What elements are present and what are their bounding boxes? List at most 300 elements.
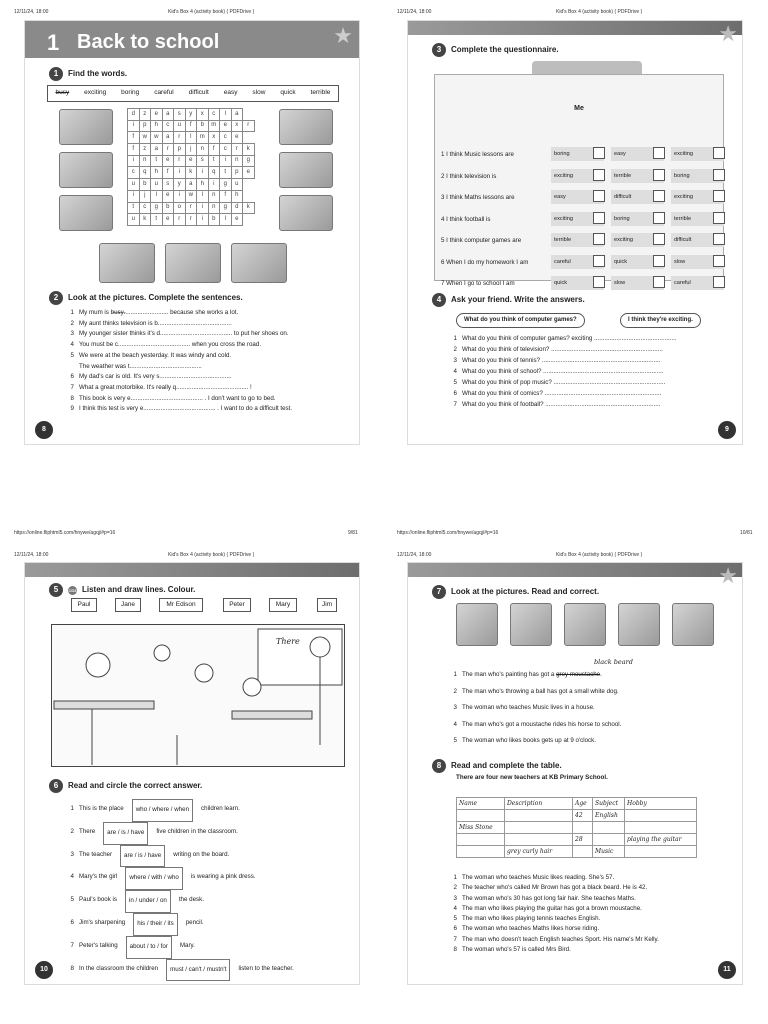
- questionnaire-row: [435, 253, 725, 271]
- grid-letter[interactable]: r: [185, 202, 197, 214]
- picture-test-desk: [165, 243, 221, 283]
- exercise-instruction: Ask your friend. Write the answers.: [451, 295, 585, 304]
- word-search-grid: [127, 108, 255, 226]
- word-bank: [47, 85, 339, 102]
- option-checkbox[interactable]: [593, 255, 605, 267]
- grid-letter[interactable]: e: [231, 214, 243, 226]
- list-item: 2 My aunt thinks television is b...........................................: [70, 319, 232, 327]
- table-header-cell: Description: [505, 798, 573, 810]
- answer-choices[interactable]: are / is / have: [103, 822, 148, 845]
- correction-list: [450, 667, 740, 750]
- questionnaire-option: exciting: [551, 212, 604, 226]
- table-cell[interactable]: [625, 846, 697, 858]
- grid-letter[interactable]: f: [162, 167, 174, 179]
- grid-letter[interactable]: s: [162, 179, 174, 191]
- grid-letter[interactable]: i: [174, 190, 186, 202]
- questionnaire-table: [434, 74, 724, 287]
- page-9: [407, 20, 743, 445]
- list-item: The weather was t..........................................: [79, 362, 202, 370]
- grid-row: [128, 202, 255, 214]
- questionnaire-option: difficult: [611, 190, 664, 204]
- grid-letter[interactable]: f: [185, 120, 197, 132]
- grid-letter[interactable]: c: [208, 109, 220, 121]
- picture-boy-reading: [99, 243, 155, 283]
- questionnaire-option: careful: [671, 276, 724, 290]
- page-number: 10: [35, 961, 53, 979]
- list-item: 3 The teacher are / is / have writing on the board.: [67, 845, 357, 868]
- unit-title: Back to school: [77, 31, 220, 53]
- grid-letter[interactable]: g: [220, 202, 232, 214]
- answer-list: [67, 799, 357, 981]
- option-checkbox[interactable]: [653, 255, 665, 267]
- questionnaire-option: exciting: [671, 190, 724, 204]
- list-item: 4 What do you think of school? ......................................................................: [453, 368, 664, 375]
- exercise-8-heading: [432, 759, 562, 773]
- grid-letter[interactable]: y: [185, 109, 197, 121]
- grid-letter[interactable]: r: [174, 214, 186, 226]
- list-item: 1 The woman who teaches Music likes reading. She's 57.: [453, 874, 615, 881]
- grid-letter[interactable]: i: [197, 167, 209, 179]
- grid-letter[interactable]: s: [197, 155, 209, 167]
- questionnaire-statement: 4 I think football is: [441, 215, 491, 223]
- table-cell[interactable]: [593, 822, 625, 834]
- grid-letter[interactable]: a: [185, 179, 197, 191]
- option-checkbox[interactable]: [653, 233, 665, 245]
- questionnaire-row: [435, 210, 725, 228]
- grid-letter[interactable]: a: [151, 144, 163, 156]
- grid-letter[interactable]: r: [174, 132, 186, 144]
- grid-letter[interactable]: b: [197, 120, 209, 132]
- name-tag: Mr Edison: [159, 598, 203, 612]
- answer-choices[interactable]: who / where / when: [132, 799, 193, 822]
- table-cell[interactable]: [593, 834, 625, 846]
- unit-banner: [25, 21, 359, 58]
- grid-letter[interactable]: h: [151, 120, 163, 132]
- table-cell[interactable]: [573, 846, 593, 858]
- table-header-cell: Subject: [593, 798, 625, 810]
- answer-choices[interactable]: must / can't / mustn't: [166, 959, 230, 982]
- exercise-instruction: Listen and draw lines. Colour.: [82, 585, 196, 594]
- grid-letter[interactable]: z: [139, 144, 151, 156]
- grid-letter[interactable]: i: [197, 202, 209, 214]
- exercise-3-heading: [432, 43, 559, 57]
- header-title: Kid's Box 4 (activity book) ( PDFDrive ): [556, 552, 643, 558]
- grid-letter[interactable]: e: [243, 167, 255, 179]
- grid-letter[interactable]: l: [220, 109, 232, 121]
- word-bank-item: busy: [55, 89, 70, 97]
- table-row: [457, 846, 697, 858]
- grid-letter[interactable]: t: [208, 155, 220, 167]
- grid-row: [128, 214, 255, 226]
- grid-letter[interactable]: u: [174, 120, 186, 132]
- grid-letter[interactable]: e: [220, 120, 232, 132]
- table-cell[interactable]: [457, 810, 505, 822]
- grid-letter[interactable]: u: [128, 214, 140, 226]
- grid-letter[interactable]: b: [139, 179, 151, 191]
- option-checkbox[interactable]: [593, 169, 605, 181]
- questionnaire-option: easy: [611, 147, 664, 161]
- option-checkbox[interactable]: [653, 147, 665, 159]
- grid-letter[interactable]: w: [185, 190, 197, 202]
- option-checkbox[interactable]: [593, 147, 605, 159]
- grid-letter[interactable]: x: [197, 109, 209, 121]
- grid-letter[interactable]: g: [151, 202, 163, 214]
- answer-choices[interactable]: where / with / who: [125, 867, 183, 890]
- classroom-drawing: [52, 625, 346, 768]
- grid-letter[interactable]: e: [162, 214, 174, 226]
- grid-letter[interactable]: x: [231, 120, 243, 132]
- list-item: 7 Peter's talking about / to / for Mary.: [67, 936, 357, 959]
- option-checkbox[interactable]: [593, 190, 605, 202]
- grid-letter[interactable]: t: [220, 167, 232, 179]
- grid-letter[interactable]: x: [208, 132, 220, 144]
- grid-row: [128, 132, 255, 144]
- table-cell[interactable]: [457, 834, 505, 846]
- list-item: 5 We were at the beach yesterday. It was windy and cold.: [70, 351, 232, 359]
- questionnaire-option: boring: [551, 147, 604, 161]
- grid-letter[interactable]: l: [185, 132, 197, 144]
- questionnaire-statement: 5 I think computer games are: [441, 237, 522, 244]
- grid-letter[interactable]: r: [162, 144, 174, 156]
- grid-letter[interactable]: n: [208, 202, 220, 214]
- grid-letter[interactable]: k: [139, 214, 151, 226]
- boy-figure: [243, 678, 261, 696]
- grid-letter[interactable]: c: [139, 202, 151, 214]
- questionnaire-statement: 3 I think Maths lessons are: [441, 194, 515, 201]
- table-cell[interactable]: 28: [573, 834, 593, 846]
- list-item: 2 The man who's throwing a ball has got a small white dog.: [453, 687, 619, 695]
- exercise-6-heading: [49, 779, 202, 793]
- classroom-illustration: [51, 624, 345, 767]
- questionnaire-option: exciting: [671, 147, 724, 161]
- page-8: [24, 20, 360, 445]
- questionnaire-option: careful: [551, 255, 604, 269]
- grid-letter[interactable]: e: [185, 155, 197, 167]
- grid-letter[interactable]: u: [231, 179, 243, 191]
- name-tag: Peter: [223, 598, 251, 612]
- grid-letter[interactable]: a: [162, 132, 174, 144]
- picture-motorbike: [279, 109, 333, 145]
- word-bank-item: careful: [154, 89, 174, 97]
- grid-letter[interactable]: d: [231, 202, 243, 214]
- handwritten-correction: black beard: [594, 658, 633, 666]
- picture-bicycle: [510, 603, 552, 646]
- page-10: [24, 562, 360, 985]
- grid-letter[interactable]: n: [231, 155, 243, 167]
- grid-letter[interactable]: n: [139, 155, 151, 167]
- grid-letter[interactable]: w: [139, 132, 151, 144]
- grid-letter[interactable]: i: [128, 120, 140, 132]
- header-url[interactable]: https://online.fliphtml5.com/hnywe/agqj/#p=16: [14, 530, 116, 536]
- grid-letter[interactable]: c: [128, 167, 140, 179]
- exercise-number-badge: 5: [49, 583, 63, 597]
- option-checkbox[interactable]: [653, 169, 665, 181]
- grid-letter[interactable]: h: [151, 167, 163, 179]
- desk-left: [54, 701, 154, 709]
- table-cell[interactable]: Music: [593, 846, 625, 858]
- table-cell[interactable]: grey curly hair: [505, 846, 573, 858]
- option-checkbox[interactable]: [713, 169, 725, 181]
- exercise-instruction: Look at the pictures. Complete the sentences.: [68, 293, 243, 302]
- word-bank-item: difficult: [188, 89, 209, 97]
- name-tag: Mary: [269, 598, 297, 612]
- answer-choices[interactable]: about / to / for: [126, 936, 172, 959]
- list-item: 6 Jim's sharpening his / their / its pencil.: [67, 913, 357, 936]
- grid-row: [128, 179, 255, 191]
- grid-letter[interactable]: e: [231, 132, 243, 144]
- grid-letter[interactable]: c: [220, 144, 232, 156]
- option-checkbox[interactable]: [713, 255, 725, 267]
- grid-letter[interactable]: t: [151, 214, 163, 226]
- table-cell[interactable]: playing the guitar: [625, 834, 697, 846]
- option-checkbox[interactable]: [593, 233, 605, 245]
- exercise-subtitle: There are four new teachers at KB Primary School.: [456, 774, 608, 781]
- page-number: 8: [35, 421, 53, 439]
- grid-letter[interactable]: l: [220, 214, 232, 226]
- list-item: 1 My mum is b̶u̶s̶y̶.......................... because she works a lot.: [70, 309, 239, 316]
- questionnaire-row: [435, 188, 725, 206]
- questionnaire-statement: 1 I think Music lessons are: [441, 151, 514, 158]
- grid-letter[interactable]: h: [197, 179, 209, 191]
- grid-letter[interactable]: q: [139, 167, 151, 179]
- grid-letter[interactable]: d: [128, 109, 140, 121]
- grid-letter[interactable]: a: [162, 109, 174, 121]
- grid-letter[interactable]: i: [208, 179, 220, 191]
- list-item: 5 The woman who likes books gets up at 9 o'clock.: [453, 737, 596, 745]
- grid-letter[interactable]: m: [197, 132, 209, 144]
- word-bank-item: easy: [223, 89, 238, 97]
- answer-choices[interactable]: his / their / its: [133, 913, 177, 936]
- grid-letter[interactable]: c: [220, 132, 232, 144]
- grid-letter[interactable]: t: [128, 202, 140, 214]
- header-url[interactable]: https://online.fliphtml5.com/hnywe/agqj/#p=16: [397, 530, 499, 536]
- header-timestamp: 12/11/24, 18:00: [397, 552, 432, 558]
- answer-choices[interactable]: are / is / have: [120, 845, 165, 868]
- grid-letter[interactable]: i: [197, 214, 209, 226]
- table-cell[interactable]: 42: [573, 810, 593, 822]
- exercise-number-badge: 4: [432, 293, 446, 307]
- picture-woman-busy: [59, 109, 113, 145]
- header-page-count: 10/81: [740, 530, 753, 536]
- option-checkbox[interactable]: [713, 276, 725, 288]
- table-header-row: [457, 798, 697, 810]
- list-item: 6 My dad's car is old. It's very s..........................................: [70, 373, 232, 381]
- grid-letter[interactable]: q: [208, 167, 220, 179]
- table-cell[interactable]: [505, 810, 573, 822]
- girl-figure: [154, 645, 170, 661]
- grid-letter[interactable]: e: [162, 190, 174, 202]
- picture-windy-beach: [59, 195, 113, 231]
- exercise-number-badge: 6: [49, 779, 63, 793]
- picture-horse: [618, 603, 660, 646]
- questionnaire-statement: 2 I think television is: [441, 172, 497, 180]
- answer-choices[interactable]: in / under / on: [125, 890, 171, 913]
- questionnaire-option: quick: [551, 276, 604, 290]
- word-bank-item: quick: [280, 89, 296, 97]
- grid-letter[interactable]: g: [220, 179, 232, 191]
- page-top-bar: [408, 563, 742, 577]
- list-item: 7 What do you think of football? ...................................................................: [453, 401, 661, 408]
- grid-letter[interactable]: e: [162, 155, 174, 167]
- grid-letter[interactable]: n: [208, 190, 220, 202]
- list-item: 5 The man who likes playing tennis teaches English.: [453, 915, 601, 923]
- header-title: Kid's Box 4 (activity book) ( PDFDrive ): [556, 9, 643, 15]
- grid-letter[interactable]: p: [174, 144, 186, 156]
- board-text: There: [276, 637, 300, 646]
- option-checkbox[interactable]: [713, 190, 725, 202]
- page-top-bar: [25, 563, 359, 577]
- grid-letter[interactable]: r: [243, 120, 255, 132]
- teacher-table: [456, 797, 697, 858]
- grid-letter[interactable]: n: [197, 144, 209, 156]
- grid-row: [128, 109, 255, 121]
- grid-letter[interactable]: w: [151, 132, 163, 144]
- table-cell[interactable]: [505, 822, 573, 834]
- list-item: 3 The woman who's 30 has got long fair hair. She teaches Maths.: [453, 894, 636, 902]
- name-tag: Jim: [317, 598, 337, 612]
- grid-row: [128, 167, 255, 179]
- list-item: 4 Mary's the girl where / with / who is wearing a pink dress.: [67, 867, 357, 890]
- exercise-instruction: Read and complete the table.: [451, 761, 562, 770]
- page-number: 11: [718, 961, 736, 979]
- option-checkbox[interactable]: [653, 190, 665, 202]
- grid-letter[interactable]: f: [128, 132, 140, 144]
- grid-letter[interactable]: k: [243, 202, 255, 214]
- option-checkbox[interactable]: [713, 147, 725, 159]
- grid-letter[interactable]: o: [174, 202, 186, 214]
- picture-crossing-road: [231, 243, 287, 283]
- option-checkbox[interactable]: [593, 212, 605, 224]
- header-page-count: 9/81: [348, 530, 358, 536]
- grid-letter[interactable]: i: [128, 155, 140, 167]
- header-timestamp: 12/11/24, 18:00: [14, 9, 49, 15]
- page-top-bar: [408, 21, 742, 35]
- table-cell[interactable]: [505, 834, 573, 846]
- exercise-5-heading: [49, 583, 195, 597]
- questionnaire-statement: 6 When I do my homework I am: [441, 258, 529, 266]
- word-bank-item: terrible: [310, 89, 331, 97]
- grid-letter[interactable]: k: [243, 144, 255, 156]
- word-bank-item: boring: [121, 89, 140, 97]
- list-item: 1 What do you think of computer games? exciting ................................................: [453, 335, 677, 342]
- list-item: 6 What do you think of comics? ....................................................................: [453, 390, 662, 397]
- desk-right: [232, 711, 312, 719]
- grid-letter[interactable]: b: [208, 214, 220, 226]
- grid-letter[interactable]: f: [220, 190, 232, 202]
- grid-letter[interactable]: a: [231, 109, 243, 121]
- exercise-instruction: Find the words.: [68, 69, 128, 78]
- grid-letter[interactable]: k: [185, 167, 197, 179]
- grid-letter[interactable]: f: [128, 144, 140, 156]
- list-item: 8 The woman who's 57 is called Mrs Bird.: [453, 946, 571, 954]
- grid-letter[interactable]: c: [162, 120, 174, 132]
- header-timestamp: 12/11/24, 18:00: [14, 552, 49, 558]
- grid-letter[interactable]: i: [220, 155, 232, 167]
- questionnaire-row: [435, 231, 725, 249]
- grid-letter[interactable]: i: [174, 167, 186, 179]
- table-cell[interactable]: [625, 810, 697, 822]
- grid-letter[interactable]: p: [139, 120, 151, 132]
- grid-letter[interactable]: p: [231, 167, 243, 179]
- grid-letter[interactable]: r: [174, 155, 186, 167]
- table-cell[interactable]: [457, 846, 505, 858]
- grid-letter[interactable]: y: [174, 179, 186, 191]
- exercise-2-heading: [49, 291, 243, 305]
- boy-figure: [195, 664, 213, 682]
- grid-letter[interactable]: l: [197, 190, 209, 202]
- table-row: [457, 834, 697, 846]
- grid-letter[interactable]: u: [128, 179, 140, 191]
- grid-row: [128, 144, 255, 156]
- list-item: 3 My younger sister thinks it's d.......................................... to put her shoes on.: [70, 330, 289, 338]
- word-bank-item: slow: [252, 89, 266, 97]
- questionnaire-row: [435, 167, 725, 185]
- option-checkbox[interactable]: [653, 276, 665, 288]
- questionnaire-option: slow: [671, 255, 724, 269]
- word-bank-item: exciting: [84, 89, 107, 97]
- exercise-7-heading: [432, 585, 599, 599]
- option-checkbox[interactable]: [713, 233, 725, 245]
- grid-letter[interactable]: u: [151, 179, 163, 191]
- grid-letter[interactable]: r: [185, 214, 197, 226]
- table-cell[interactable]: Miss Stone: [457, 822, 505, 834]
- list-item: 5 What do you think of pop music? .................................................................: [453, 379, 666, 386]
- grid-letter[interactable]: g: [243, 155, 255, 167]
- list-item: 5 Paul's book is in / under / on the desk.: [67, 890, 357, 913]
- grid-letter[interactable]: t: [151, 155, 163, 167]
- list-item: 6 The woman who teaches Maths likes horse riding.: [453, 925, 600, 933]
- grid-letter[interactable]: s: [174, 109, 186, 121]
- grid-letter[interactable]: l: [151, 190, 163, 202]
- grid-letter[interactable]: r: [231, 144, 243, 156]
- picture-books: [672, 603, 714, 646]
- grid-row: [128, 155, 255, 167]
- list-item: 4 You must be c.......................................... when you cross the road.: [70, 341, 262, 349]
- cd-icon: CD3: [68, 587, 77, 593]
- grid-letter[interactable]: e: [151, 109, 163, 121]
- sentence-list: [67, 308, 357, 415]
- name-tag: Paul: [71, 598, 97, 612]
- star-icon: ★: [718, 563, 738, 588]
- grid-letter[interactable]: j: [139, 190, 151, 202]
- grid-letter[interactable]: z: [139, 109, 151, 121]
- name-tag: Jane: [115, 598, 141, 612]
- table-cell[interactable]: [625, 822, 697, 834]
- grid-letter[interactable]: h: [231, 190, 243, 202]
- picture-old-car: [279, 195, 333, 231]
- grid-letter[interactable]: f: [208, 144, 220, 156]
- option-checkbox[interactable]: [653, 212, 665, 224]
- grid-letter[interactable]: b: [162, 202, 174, 214]
- picture-painting-man: [456, 603, 498, 646]
- questionnaire-option: exciting: [611, 233, 664, 247]
- option-checkbox[interactable]: [593, 276, 605, 288]
- questionnaire-title: Me: [574, 105, 584, 112]
- table-cell[interactable]: [573, 822, 593, 834]
- header-timestamp: 12/11/24, 18:00: [397, 9, 432, 15]
- exercise-4-heading: [432, 293, 585, 307]
- option-checkbox[interactable]: [713, 212, 725, 224]
- questionnaire-option: boring: [611, 212, 664, 226]
- grid-letter[interactable]: m: [208, 120, 220, 132]
- star-icon: ★: [333, 23, 353, 48]
- grid-letter[interactable]: j: [185, 144, 197, 156]
- questionnaire-option: easy: [551, 190, 604, 204]
- table-cell[interactable]: English: [593, 810, 625, 822]
- exercise-number-badge: 1: [49, 67, 63, 81]
- questionnaire-option: terrible: [551, 233, 604, 247]
- grid-letter[interactable]: i: [128, 190, 140, 202]
